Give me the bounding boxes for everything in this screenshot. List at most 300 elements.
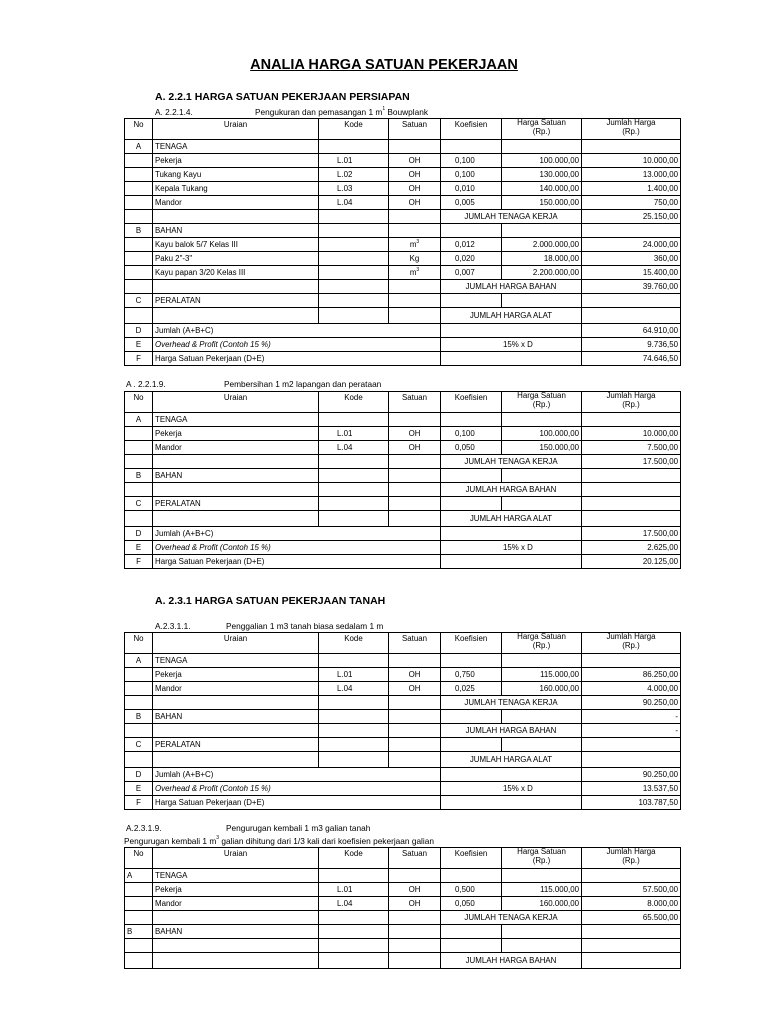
row-jumlah xyxy=(582,953,681,969)
header-no: No xyxy=(125,848,153,869)
row-koefisien xyxy=(441,497,502,511)
item-code: A . 2.2.1.9. xyxy=(126,379,166,389)
row-harga-satuan: 18.000,00 xyxy=(502,252,582,266)
row-koefisien: 0,050 xyxy=(441,441,502,455)
row-koefisien xyxy=(441,654,502,668)
row-no: C xyxy=(125,738,153,752)
table-row xyxy=(125,252,681,266)
category-row xyxy=(125,413,681,427)
row-kode xyxy=(319,252,389,266)
row-satuan xyxy=(389,925,441,939)
row-no xyxy=(125,897,153,911)
row-uraian: BAHAN xyxy=(153,710,319,724)
row-koefisien: 0,100 xyxy=(441,154,502,168)
subtotal-label: JUMLAH HARGA BAHAN xyxy=(441,953,582,969)
row-satuan xyxy=(389,168,441,182)
row-harga-satuan: 150.000,00 xyxy=(502,196,582,210)
row-uraian xyxy=(153,953,319,969)
row-no xyxy=(125,668,153,682)
row-satuan xyxy=(389,752,441,768)
row-koefisien xyxy=(441,925,502,939)
header-satuan: Satuan xyxy=(389,392,441,413)
header-jumlah-harga: Jumlah Harga (Rp.) xyxy=(582,119,681,140)
row-uraian: Overhead & Profit (Contoh 15 %) xyxy=(153,541,441,555)
subtotal-label: JUMLAH TENAGA KERJA xyxy=(441,210,582,224)
row-jumlah xyxy=(582,308,681,324)
row-satuan xyxy=(389,308,441,324)
row-kode: L.01 xyxy=(319,427,389,441)
table-row xyxy=(125,682,681,696)
header-uraian: Uraian xyxy=(153,633,319,654)
category-row xyxy=(125,654,681,668)
section-heading-persiapan: A. 2.2.1 HARGA SATUAN PEKERJAAN PERSIAPAN xyxy=(155,91,410,103)
item-desc: Pengukuran dan pemasangan 1 $m^1$ Bouwplank xyxy=(255,106,428,117)
row-harga-satuan: 115.000,00 xyxy=(502,883,582,897)
row-no xyxy=(125,455,153,469)
row-koefisien: 0,020 xyxy=(441,252,502,266)
row-no xyxy=(125,483,153,497)
row-uraian: Tukang Kayu xyxy=(153,168,319,182)
table-row xyxy=(125,883,681,897)
satuan-text: m xyxy=(409,239,417,249)
header-no: No xyxy=(125,392,153,413)
header-uraian: Uraian xyxy=(153,392,319,413)
row-satuan xyxy=(389,710,441,724)
satuan-exponent: 3 xyxy=(416,266,420,273)
table-row xyxy=(125,668,681,682)
row-jumlah: 57.500,00 xyxy=(582,883,681,897)
subtotal-row xyxy=(125,308,681,324)
analysis-table-2 xyxy=(124,391,681,569)
row-uraian xyxy=(153,511,319,527)
row-kode xyxy=(319,911,389,925)
row-uraian xyxy=(153,210,319,224)
row-jumlah xyxy=(582,654,681,668)
row-harga-satuan: 115.000,00 xyxy=(502,668,582,682)
subtotal-label: JUMLAH HARGA ALAT xyxy=(441,511,582,527)
row-satuan xyxy=(389,724,441,738)
row-satuan xyxy=(389,441,441,455)
row-koefisien: 0,100 xyxy=(441,168,502,182)
row-kode: L.01 xyxy=(319,668,389,682)
row-jumlah: 20.125,00 xyxy=(582,555,681,569)
category-row xyxy=(125,469,681,483)
row-kode: L.04 xyxy=(319,196,389,210)
section-heading-tanah: A. 2.3.1 HARGA SATUAN PEKERJAAN TANAH xyxy=(155,595,386,607)
row-no: D xyxy=(125,768,153,782)
row-no: B xyxy=(125,710,153,724)
row-harga-satuan xyxy=(502,710,582,724)
row-jumlah xyxy=(582,752,681,768)
row-harga-satuan xyxy=(502,294,582,308)
row-satuan xyxy=(389,911,441,925)
row-jumlah: 13.537,50 xyxy=(582,782,681,796)
row-koefisien: 0,012 xyxy=(441,238,502,252)
satuan-text: Kg xyxy=(409,253,420,263)
row-uraian: BAHAN xyxy=(153,469,319,483)
header-uraian: Uraian xyxy=(153,119,319,140)
row-jumlah xyxy=(582,294,681,308)
subtotal-label: JUMLAH HARGA BAHAN xyxy=(441,724,582,738)
row-percentage xyxy=(441,527,582,541)
row-uraian: Harga Satuan Pekerjaan (D+E) xyxy=(153,796,441,810)
row-uraian: Pekerja xyxy=(153,154,319,168)
row-satuan xyxy=(389,210,441,224)
header-kode: Kode xyxy=(319,119,389,140)
row-koefisien xyxy=(441,738,502,752)
row-jumlah: 17.500,00 xyxy=(582,455,681,469)
item-code: A.2.3.1.1. xyxy=(155,621,191,631)
row-kode: L.04 xyxy=(319,897,389,911)
row-no xyxy=(125,252,153,266)
table-row xyxy=(125,238,681,252)
subtotal-label: JUMLAH HARGA BAHAN xyxy=(441,280,582,294)
page-title: ANALIA HARGA SATUAN PEKERJAAN xyxy=(250,57,518,73)
row-uraian: Mandor xyxy=(153,441,319,455)
row-kode xyxy=(319,724,389,738)
row-uraian xyxy=(153,911,319,925)
row-kode xyxy=(319,140,389,154)
satuan-exponent: 3 xyxy=(416,238,420,245)
row-no: A xyxy=(125,413,153,427)
item-desc: Pengurugan kembali 1 m3 galian tanah xyxy=(226,823,371,833)
row-no xyxy=(125,696,153,710)
row-no: B xyxy=(125,469,153,483)
row-satuan xyxy=(389,696,441,710)
row-koefisien: 0,005 xyxy=(441,196,502,210)
row-koefisien xyxy=(441,413,502,427)
row-satuan xyxy=(389,196,441,210)
subtotal-label: JUMLAH HARGA ALAT xyxy=(441,308,582,324)
analysis-table-1 xyxy=(124,118,681,366)
row-harga-satuan xyxy=(502,654,582,668)
row-harga-satuan: 140.000,00 xyxy=(502,182,582,196)
row-uraian: Mandor xyxy=(153,682,319,696)
row-kode: L.03 xyxy=(319,182,389,196)
row-uraian: Mandor xyxy=(153,897,319,911)
header-jumlah-harga: Jumlah Harga (Rp.) xyxy=(582,392,681,413)
row-kode xyxy=(319,497,389,511)
row-jumlah: 24.000,00 xyxy=(582,238,681,252)
category-row xyxy=(125,710,681,724)
row-kode xyxy=(319,308,389,324)
table-row xyxy=(125,427,681,441)
row-satuan xyxy=(389,869,441,883)
row-uraian: Overhead & Profit (Contoh 15 %) xyxy=(153,782,441,796)
table-row xyxy=(125,154,681,168)
row-no xyxy=(125,308,153,324)
category-row xyxy=(125,224,681,238)
row-uraian: Jumlah (A+B+C) xyxy=(153,768,441,782)
row-koefisien: 0,750 xyxy=(441,668,502,682)
row-kode xyxy=(319,483,389,497)
row-uraian xyxy=(153,752,319,768)
row-kode: L.02 xyxy=(319,168,389,182)
row-kode xyxy=(319,280,389,294)
summary-row xyxy=(125,338,681,352)
item-code: A.2.3.1.9. xyxy=(126,823,162,833)
row-jumlah: 13.000,00 xyxy=(582,168,681,182)
row-jumlah: 1.400,00 xyxy=(582,182,681,196)
row-koefisien: 0,007 xyxy=(441,266,502,280)
row-satuan xyxy=(389,483,441,497)
subtotal-row xyxy=(125,455,681,469)
row-satuan xyxy=(389,294,441,308)
row-uraian: Paku 2"-3" xyxy=(153,252,319,266)
row-no: C xyxy=(125,497,153,511)
row-percentage xyxy=(441,352,582,366)
row-jumlah: 9.736,50 xyxy=(582,338,681,352)
row-no xyxy=(125,210,153,224)
row-harga-satuan xyxy=(502,939,582,953)
row-kode xyxy=(319,224,389,238)
row-satuan xyxy=(389,883,441,897)
header-harga-satuan: Harga Satuan (Rp.) xyxy=(502,392,582,413)
row-percentage xyxy=(441,796,582,810)
satuan-text: OH xyxy=(408,155,421,165)
row-no xyxy=(125,682,153,696)
row-no: B xyxy=(125,224,153,238)
row-harga-satuan: 130.000,00 xyxy=(502,168,582,182)
row-kode xyxy=(319,939,389,953)
row-uraian: TENAGA xyxy=(153,413,319,427)
row-satuan xyxy=(389,469,441,483)
row-uraian: PERALATAN xyxy=(153,294,319,308)
row-uraian: BAHAN xyxy=(153,925,319,939)
row-uraian: Harga Satuan Pekerjaan (D+E) xyxy=(153,352,441,366)
row-no: E xyxy=(125,782,153,796)
row-percentage: 15% x D xyxy=(441,541,582,555)
summary-row xyxy=(125,541,681,555)
row-harga-satuan: 100.000,00 xyxy=(502,427,582,441)
header-no: No xyxy=(125,633,153,654)
row-jumlah: - xyxy=(582,710,681,724)
row-kode xyxy=(319,413,389,427)
row-kode xyxy=(319,925,389,939)
row-kode xyxy=(319,696,389,710)
header-koefisien: Koefisien xyxy=(441,848,502,869)
row-jumlah: 8.000,00 xyxy=(582,897,681,911)
row-harga-satuan xyxy=(502,469,582,483)
row-jumlah xyxy=(582,413,681,427)
row-jumlah xyxy=(582,224,681,238)
row-kode xyxy=(319,752,389,768)
row-kode xyxy=(319,266,389,280)
row-uraian: Jumlah (A+B+C) xyxy=(153,527,441,541)
row-satuan xyxy=(389,427,441,441)
summary-row xyxy=(125,782,681,796)
row-no xyxy=(125,752,153,768)
header-no: No xyxy=(125,119,153,140)
row-uraian: Overhead & Profit (Contoh 15 %) xyxy=(153,338,441,352)
row-uraian: Mandor xyxy=(153,196,319,210)
row-uraian xyxy=(153,696,319,710)
row-kode: L.01 xyxy=(319,883,389,897)
header-harga-satuan: Harga Satuan (Rp.) xyxy=(502,119,582,140)
row-satuan xyxy=(389,897,441,911)
row-satuan xyxy=(389,682,441,696)
row-percentage xyxy=(441,555,582,569)
row-uraian: BAHAN xyxy=(153,224,319,238)
satuan-text: OH xyxy=(408,442,421,452)
header-satuan: Satuan xyxy=(389,633,441,654)
subtotal-row xyxy=(125,752,681,768)
row-uraian: Jumlah (A+B+C) xyxy=(153,324,441,338)
coefficient-note: Pengurugan kembali 1 $m^3$ galian dihitung dari 1/3 kali dari koefisien pekerjaan galian xyxy=(124,835,434,846)
row-kode xyxy=(319,710,389,724)
row-no xyxy=(125,724,153,738)
category-row xyxy=(125,294,681,308)
row-no: D xyxy=(125,324,153,338)
row-kode xyxy=(319,953,389,969)
row-jumlah: 65.500,00 xyxy=(582,911,681,925)
row-satuan xyxy=(389,154,441,168)
subtotal-row xyxy=(125,511,681,527)
row-koefisien xyxy=(441,869,502,883)
row-koefisien xyxy=(441,140,502,154)
subtotal-label: JUMLAH TENAGA KERJA xyxy=(441,455,582,469)
row-jumlah: 750,00 xyxy=(582,196,681,210)
row-jumlah xyxy=(582,511,681,527)
header-kode: Kode xyxy=(319,633,389,654)
row-kode xyxy=(319,210,389,224)
row-uraian xyxy=(153,483,319,497)
header-row xyxy=(125,119,681,140)
row-harga-satuan: 100.000,00 xyxy=(502,154,582,168)
header-satuan: Satuan xyxy=(389,848,441,869)
analysis-table-3 xyxy=(124,632,681,810)
row-satuan xyxy=(389,511,441,527)
row-uraian: TENAGA xyxy=(153,654,319,668)
header-jumlah-harga: Jumlah Harga (Rp.) xyxy=(582,848,681,869)
row-satuan xyxy=(389,738,441,752)
row-uraian: Harga Satuan Pekerjaan (D+E) xyxy=(153,555,441,569)
subtotal-row xyxy=(125,953,681,969)
row-jumlah: 4.000,00 xyxy=(582,682,681,696)
summary-row xyxy=(125,527,681,541)
row-harga-satuan: 2.000.000,00 xyxy=(502,238,582,252)
table-row xyxy=(125,196,681,210)
row-jumlah xyxy=(582,497,681,511)
table-row xyxy=(125,897,681,911)
row-satuan xyxy=(389,140,441,154)
row-jumlah: 360,00 xyxy=(582,252,681,266)
row-jumlah: 25.150,00 xyxy=(582,210,681,224)
header-row xyxy=(125,848,681,869)
row-jumlah xyxy=(582,469,681,483)
header-koefisien: Koefisien xyxy=(441,392,502,413)
row-kode: L.04 xyxy=(319,441,389,455)
item-desc: Pembersihan 1 m2 lapangan dan perataan xyxy=(224,379,382,389)
row-jumlah xyxy=(582,738,681,752)
row-harga-satuan: 160.000,00 xyxy=(502,682,582,696)
satuan-text: OH xyxy=(408,683,421,693)
row-satuan xyxy=(389,953,441,969)
row-jumlah xyxy=(582,925,681,939)
row-no: F xyxy=(125,555,153,569)
header-row xyxy=(125,392,681,413)
row-kode: L.04 xyxy=(319,682,389,696)
subtotal-label: JUMLAH HARGA ALAT xyxy=(441,752,582,768)
row-satuan xyxy=(389,252,441,266)
row-no xyxy=(125,911,153,925)
row-harga-satuan xyxy=(502,413,582,427)
row-uraian: Pekerja xyxy=(153,427,319,441)
row-no xyxy=(125,441,153,455)
row-percentage xyxy=(441,324,582,338)
row-koefisien xyxy=(441,710,502,724)
row-uraian: Kayu balok 5/7 Kelas III xyxy=(153,238,319,252)
row-uraian: Kepala Tukang xyxy=(153,182,319,196)
row-uraian: TENAGA xyxy=(153,140,319,154)
row-kode xyxy=(319,869,389,883)
row-jumlah: 90.250,00 xyxy=(582,768,681,782)
row-kode xyxy=(319,294,389,308)
row-kode xyxy=(319,738,389,752)
row-no: A xyxy=(125,140,153,154)
subtotal-row xyxy=(125,724,681,738)
row-koefisien: 0,050 xyxy=(441,897,502,911)
row-no xyxy=(125,511,153,527)
row-jumlah: 15.400,00 xyxy=(582,266,681,280)
subtotal-label: JUMLAH HARGA BAHAN xyxy=(441,483,582,497)
table-row xyxy=(125,168,681,182)
row-satuan xyxy=(389,668,441,682)
table-row xyxy=(125,182,681,196)
satuan-text: m xyxy=(409,267,417,277)
row-jumlah xyxy=(582,939,681,953)
row-jumlah: 64.910,00 xyxy=(582,324,681,338)
category-row xyxy=(125,738,681,752)
row-uraian xyxy=(153,939,319,953)
header-koefisien: Koefisien xyxy=(441,119,502,140)
row-jumlah: 90.250,00 xyxy=(582,696,681,710)
satuan-text: OH xyxy=(408,884,421,894)
row-kode xyxy=(319,238,389,252)
row-satuan xyxy=(389,280,441,294)
row-no: F xyxy=(125,796,153,810)
row-koefisien: 0,100 xyxy=(441,427,502,441)
row-kode xyxy=(319,654,389,668)
header-harga-satuan: Harga Satuan (Rp.) xyxy=(502,848,582,869)
header-kode: Kode xyxy=(319,848,389,869)
satuan-text: OH xyxy=(408,197,421,207)
row-no: E xyxy=(125,338,153,352)
row-satuan xyxy=(389,224,441,238)
row-harga-satuan: 2.200.000,00 xyxy=(502,266,582,280)
row-harga-satuan: 160.000,00 xyxy=(502,897,582,911)
table-row xyxy=(125,939,681,953)
row-no xyxy=(125,196,153,210)
header-satuan: Satuan xyxy=(389,119,441,140)
row-uraian: PERALATAN xyxy=(153,497,319,511)
satuan-text: OH xyxy=(408,183,421,193)
subtotal-label: JUMLAH TENAGA KERJA xyxy=(441,696,582,710)
row-no: A xyxy=(125,654,153,668)
row-no: E xyxy=(125,541,153,555)
row-no xyxy=(125,168,153,182)
row-jumlah: 39.760,00 xyxy=(582,280,681,294)
row-koefisien xyxy=(441,294,502,308)
header-kode: Kode xyxy=(319,392,389,413)
row-kode xyxy=(319,455,389,469)
row-satuan xyxy=(389,497,441,511)
row-jumlah: - xyxy=(582,724,681,738)
subtotal-label: JUMLAH TENAGA KERJA xyxy=(441,911,582,925)
row-satuan xyxy=(389,413,441,427)
row-jumlah xyxy=(582,869,681,883)
row-kode xyxy=(319,511,389,527)
